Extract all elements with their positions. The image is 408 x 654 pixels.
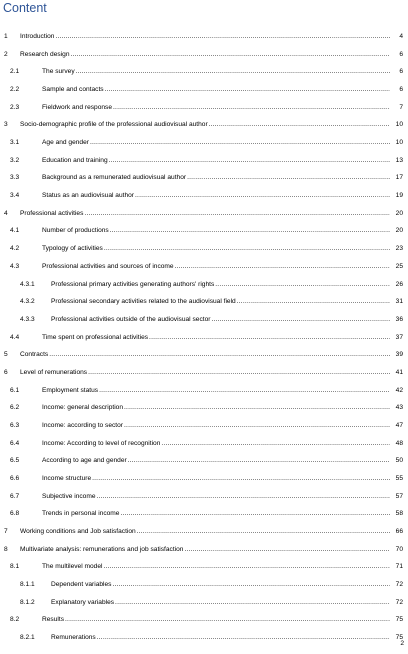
toc-entry-number: 3.3	[10, 174, 20, 182]
toc-entry-number: 6.2	[10, 404, 20, 412]
toc-entry-title: Research design	[20, 50, 70, 58]
dot-leader	[161, 439, 390, 449]
toc-entry-title: Results	[42, 616, 64, 624]
dot-leader	[209, 120, 390, 130]
toc-entry-title: Income structure	[42, 475, 92, 482]
toc-entry-number: 8.1.1	[20, 581, 35, 589]
dot-leader	[88, 368, 390, 378]
toc-entry[interactable]	[0, 209, 404, 219]
dot-leader	[103, 562, 390, 572]
toc-entry-page: 41	[395, 368, 403, 376]
dot-leader	[237, 297, 390, 307]
toc-entry-number: 6.1	[10, 386, 20, 394]
toc-entry[interactable]	[0, 297, 404, 307]
toc-entry-page: 39	[395, 351, 403, 359]
toc-entry-title: Professional secondary activities related to the audiovisual field	[51, 298, 236, 306]
toc-entry-number: 4.4	[10, 333, 20, 341]
dot-leader	[97, 492, 390, 502]
toc-entry-title: Income: general description	[42, 404, 124, 412]
toc-entry-title: Status as an audiovisual author	[42, 192, 135, 200]
toc-entry[interactable]	[0, 138, 404, 148]
toc-entry-number: 6.3	[10, 421, 20, 429]
toc-entry[interactable]	[0, 50, 404, 60]
dot-leader	[112, 580, 390, 590]
toc-entry-page: 17	[395, 174, 403, 182]
dot-leader	[211, 315, 390, 325]
toc-entry[interactable]	[0, 562, 404, 572]
toc-entry-number: 5	[4, 351, 8, 359]
dot-leader	[84, 209, 390, 219]
toc-entry-title: Subjective income	[42, 492, 96, 500]
toc-entry-page: 26	[395, 280, 403, 288]
toc-entry[interactable]	[0, 191, 404, 201]
toc-entry[interactable]	[0, 67, 404, 77]
toc-entry-page: 37	[395, 333, 403, 341]
toc-entry-number: 2.2	[10, 86, 20, 94]
toc-entry[interactable]	[0, 32, 404, 42]
toc-entry-number: 6.8	[10, 510, 20, 518]
toc-entry-title: Number of productions	[42, 227, 109, 235]
toc-entry-title: Contracts	[20, 351, 49, 359]
toc-entry[interactable]	[0, 509, 404, 519]
toc-entry-title: Sample and contacts	[42, 86, 104, 94]
toc-entry-title: Employment status	[42, 386, 99, 394]
dot-leader	[184, 545, 390, 555]
toc-entry-title: Socio-demographic profile of the professional audiovisual author	[20, 121, 208, 129]
toc-entry[interactable]	[0, 244, 404, 254]
toc-entry[interactable]	[0, 315, 404, 325]
dot-leader	[215, 280, 390, 290]
toc-entry-number: 8.2.1	[20, 634, 35, 642]
toc-entry[interactable]	[0, 85, 404, 95]
toc-entry-page: 31	[395, 298, 403, 306]
toc-entry-page: 50	[395, 457, 403, 465]
toc-entry-title: According to age and gender	[42, 457, 127, 465]
toc-entry-title: The survey	[42, 68, 75, 76]
toc-entry-number: 4	[4, 209, 8, 217]
toc-entry-page: 47	[395, 421, 403, 429]
toc-entry-title: Income: according to sector	[42, 421, 123, 429]
toc-entry-page: 6	[399, 86, 403, 94]
dot-leader	[90, 138, 390, 148]
toc-entry-number: 2.1	[10, 68, 20, 76]
toc-entry-page: 43	[395, 404, 403, 412]
toc-entry-page: 75	[395, 616, 403, 624]
toc-entry-page: 20	[395, 209, 403, 217]
toc-entry-number: 3.2	[10, 156, 20, 164]
toc-entry-title: Professional activities and sources of income	[42, 262, 174, 270]
toc-entry-number: 7	[4, 528, 8, 536]
toc-entry[interactable]	[0, 527, 404, 537]
toc-entry[interactable]	[0, 403, 404, 413]
toc-entry-number: 4.3.1	[20, 280, 35, 288]
toc-entry[interactable]	[0, 439, 404, 449]
dot-leader	[113, 103, 390, 113]
toc-entry[interactable]	[0, 333, 404, 343]
toc-entry[interactable]	[0, 492, 404, 502]
toc-entry-page: 6	[399, 50, 403, 58]
toc-entry-title: Professional activities outside of the audiovisual sector	[51, 315, 211, 323]
toc-entry-page: 66	[395, 528, 403, 536]
toc-entry-number: 4.3	[10, 262, 20, 270]
toc-entry[interactable]	[0, 580, 404, 590]
toc-entry-page: 6	[399, 68, 403, 76]
toc-entry-page: 55	[395, 475, 403, 482]
dot-leader	[137, 527, 390, 537]
dot-leader	[135, 191, 390, 201]
dot-leader	[120, 509, 390, 519]
toc-entry-title: Explanatory variables	[51, 598, 115, 606]
toc-entry[interactable]	[0, 633, 404, 643]
toc-entry-number: 6	[4, 368, 8, 376]
toc-entry-number: 2.3	[10, 103, 20, 111]
toc-entry-title: Income: According to level of recognition	[42, 439, 161, 447]
toc-entry[interactable]	[0, 262, 404, 272]
dot-leader	[76, 67, 390, 77]
toc-entry[interactable]	[0, 615, 404, 625]
toc-entry-number: 6.6	[10, 475, 20, 482]
dot-leader	[124, 403, 390, 413]
toc-entry-page: 70	[395, 545, 403, 553]
toc-entry-page: 48	[395, 439, 403, 447]
toc-entry-number: 6.5	[10, 457, 20, 465]
toc-entry-page: 72	[395, 598, 403, 606]
toc-entry-page: 13	[395, 156, 403, 164]
dot-leader	[104, 244, 390, 254]
dot-leader	[115, 598, 390, 608]
toc-entry-title: Dependent variables	[51, 581, 112, 589]
dot-leader	[97, 633, 390, 643]
page-number: 2	[400, 640, 404, 647]
toc-entry-page: 58	[395, 510, 403, 518]
toc-entry-number: 8	[4, 545, 8, 553]
toc-entry-number: 8.2	[10, 616, 20, 624]
toc-entry-page: 4	[399, 33, 403, 40]
toc-entry-number: 6.4	[10, 439, 20, 447]
toc-entry-number: 4.1	[10, 227, 20, 235]
toc-entry-number: 3	[4, 121, 8, 129]
toc-entry-title: Introduction	[20, 33, 55, 40]
toc-entry-number: 2	[4, 50, 8, 58]
toc-entry[interactable]	[0, 545, 404, 555]
toc-entry-title: Level of remunerations	[20, 368, 88, 376]
toc-entry-page: 10	[395, 121, 403, 129]
toc-entry[interactable]	[0, 156, 404, 166]
toc-entry-page: 19	[395, 192, 403, 200]
dot-leader	[99, 386, 390, 396]
toc-entry-page: 57	[395, 492, 403, 500]
toc-entry-number: 3.1	[10, 139, 20, 147]
toc-entry-number: 1	[4, 33, 8, 40]
toc-entry-title: Remunerations	[51, 634, 96, 642]
toc-entry[interactable]	[0, 173, 404, 183]
toc-entry-number: 3.4	[10, 192, 20, 200]
dot-leader	[175, 262, 390, 272]
toc-entry-number: 6.7	[10, 492, 20, 500]
dot-leader	[109, 156, 390, 166]
dot-leader	[187, 173, 390, 183]
toc-entry-page: 20	[395, 227, 403, 235]
toc-entry-title: Typology of activities	[42, 245, 103, 253]
toc-entry-title: Multivariate analysis: remunerations and job satisfaction	[20, 545, 184, 553]
toc-entry-page: 71	[395, 563, 403, 571]
toc-entry-title: Trends in personal income	[42, 510, 120, 518]
page-title: Content	[3, 1, 47, 15]
toc-entry-page: 36	[395, 315, 403, 323]
toc-entry-title: Fieldwork and response	[42, 103, 113, 111]
dot-leader	[124, 421, 390, 431]
toc-entry[interactable]	[0, 421, 404, 431]
dot-leader	[105, 85, 390, 95]
toc-entry-title: Professional primary activities generating authors' rights	[51, 280, 215, 288]
toc-entry-page: 25	[395, 262, 403, 270]
toc-entry-number: 8.1.2	[20, 598, 35, 606]
dot-leader	[65, 615, 390, 625]
toc-entry[interactable]	[0, 226, 404, 236]
toc-entry[interactable]	[0, 368, 404, 378]
toc-entry[interactable]	[0, 103, 404, 113]
toc-entry[interactable]	[0, 474, 404, 484]
toc-entry-number: 8.1	[10, 563, 20, 571]
dot-leader	[55, 32, 390, 42]
dot-leader	[128, 456, 390, 466]
toc-entry-page: 42	[395, 386, 403, 394]
toc-entry-page: 10	[395, 139, 403, 147]
dot-leader	[110, 226, 390, 236]
toc-entry-page: 75	[395, 634, 403, 642]
toc-entry-page: 72	[395, 581, 403, 589]
dot-leader	[49, 350, 390, 360]
toc-entry[interactable]	[0, 386, 404, 396]
toc-entry-title: Age and gender	[42, 139, 89, 147]
toc-entry-title: Background as a remunerated audiovisual author	[42, 174, 187, 182]
toc-entry-page: 7	[399, 103, 403, 111]
toc-entry-page: 23	[395, 245, 403, 253]
toc-entry-title: Education and training	[42, 156, 108, 164]
toc-entry[interactable]	[0, 598, 404, 608]
toc-entry-title: The multilevel model	[42, 563, 103, 571]
toc-entry[interactable]	[0, 456, 404, 466]
dot-leader	[92, 474, 390, 484]
toc-entry-title: Professional activities	[20, 209, 84, 217]
toc-entry-number: 4.2	[10, 245, 20, 253]
toc-entry[interactable]	[0, 280, 404, 290]
toc-entry-title: Time spent on professional activities	[42, 333, 149, 341]
dot-leader	[149, 333, 390, 343]
toc-entry-title: Working conditions and Job satisfaction	[20, 528, 136, 536]
toc-entry[interactable]	[0, 350, 404, 360]
toc-entry-number: 4.3.2	[20, 298, 35, 306]
toc-entry[interactable]	[0, 120, 404, 130]
toc-entry-number: 4.3.3	[20, 315, 35, 323]
dot-leader	[70, 50, 390, 60]
